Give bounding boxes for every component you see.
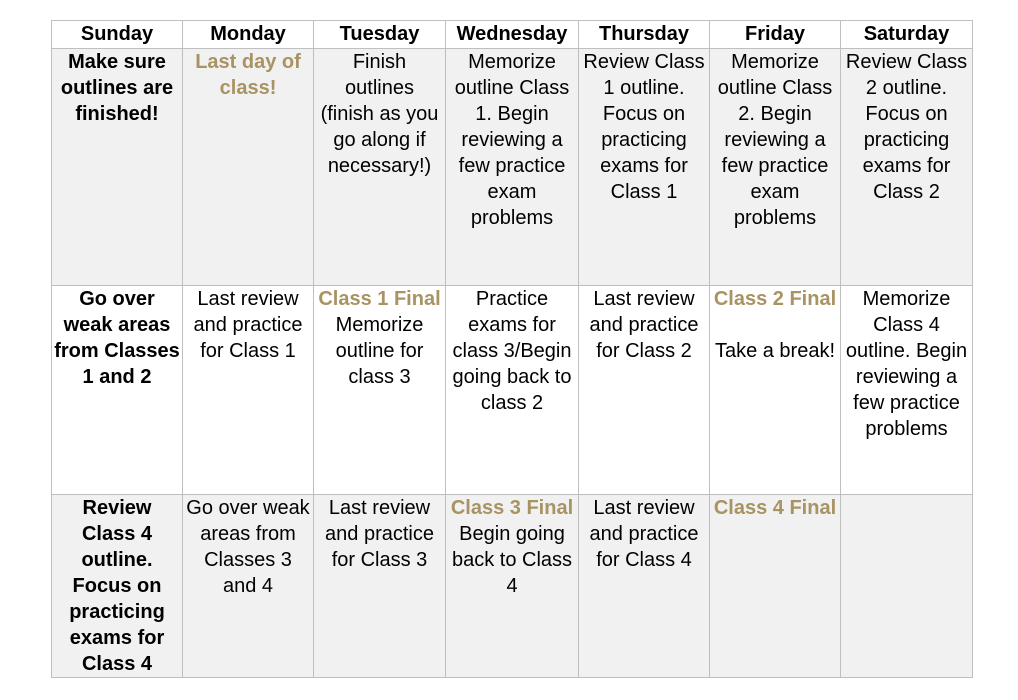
week2-friday-text: Take a break!: [714, 340, 836, 362]
header-row: [52, 21, 973, 49]
class-1-final-label: Class 1 Final: [318, 288, 441, 310]
week2-tuesday-text: Memorize outline for class 3: [335, 314, 424, 388]
week3-saturday-cell: [841, 495, 973, 678]
week2-monday-cell: Last review and practice for Class 1: [183, 286, 314, 495]
class-2-final-label: Class 2 Final: [713, 288, 837, 310]
header-wednesday: Wednesday: [446, 21, 579, 49]
class-3-final-label: Class 3 Final: [450, 497, 574, 519]
header-thursday: Thursday: [579, 21, 710, 49]
class-4-final-label: Class 4 Final: [713, 497, 837, 519]
header-tuesday: Tuesday: [314, 21, 446, 49]
week3-monday-cell: Go over weak areas from Classes 3 and 4: [183, 495, 314, 678]
week3-wednesday-cell: [446, 495, 579, 678]
week3-sunday-cell: Review Class 4 outline. Focus on practicing exams for Class 4: [52, 495, 183, 678]
week-2-row: [52, 286, 973, 495]
week2-friday-cell: [710, 286, 841, 495]
week1-wednesday-cell: Memorize outline Class 1. Begin reviewing a few practice exam problems: [446, 49, 579, 286]
week2-wednesday-cell: Practice exams for class 3/Begin going back to class 2: [446, 286, 579, 495]
week1-friday-cell: Memorize outline Class 2. Begin reviewing a few practice exam problems: [710, 49, 841, 286]
week2-tuesday-cell: [314, 286, 446, 495]
week3-thursday-cell: Last review and practice for Class 4: [579, 495, 710, 678]
week2-sunday-cell: Go over weak areas from Classes 1 and 2: [52, 286, 183, 495]
week1-thursday-cell: Review Class 1 outline. Focus on practicing exams for Class 1: [579, 49, 710, 286]
week1-monday-cell: [183, 49, 314, 286]
week-3-row: [52, 495, 973, 678]
header-saturday: Saturday: [841, 21, 973, 49]
week1-saturday-cell: Review Class 2 outline. Focus on practicing exams for Class 2: [841, 49, 973, 286]
header-friday: Friday: [710, 21, 841, 49]
week2-saturday-cell: Memorize Class 4 outline. Begin reviewing a few practice problems: [841, 286, 973, 495]
blank-line: [712, 312, 838, 338]
week3-tuesday-cell: Last review and practice for Class 3: [314, 495, 446, 678]
week1-sunday-cell: Make sure outlines are finished!: [52, 49, 183, 286]
last-day-of-class-note: Last day of class!: [195, 51, 301, 99]
header-sunday: Sunday: [52, 21, 183, 49]
header-monday: Monday: [183, 21, 314, 49]
week-1-row: [52, 49, 973, 286]
week1-tuesday-cell: Finish outlines (finish as you go along if necessary!): [314, 49, 446, 286]
study-calendar-table: [51, 20, 973, 678]
week2-thursday-cell: Last review and practice for Class 2: [579, 286, 710, 495]
week3-friday-cell: [710, 495, 841, 678]
week3-wednesday-text: Begin going back to Class 4: [451, 523, 573, 597]
